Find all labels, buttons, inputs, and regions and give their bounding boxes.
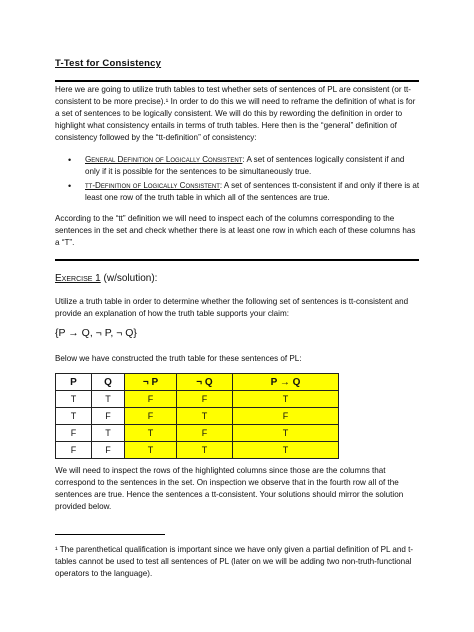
- table-cell: T: [92, 391, 125, 408]
- header-not-p: ¬ P: [125, 374, 177, 391]
- table-cell: F: [177, 391, 233, 408]
- footnote-divider: [55, 534, 165, 535]
- header-not-q: ¬ Q: [177, 374, 233, 391]
- table-cell: T: [233, 442, 339, 459]
- table-row: [56, 425, 339, 442]
- table-cell: T: [177, 442, 233, 459]
- table-cell: T: [56, 391, 92, 408]
- table-cell: F: [92, 442, 125, 459]
- table-cell: F: [56, 425, 92, 442]
- table-row: [56, 408, 339, 425]
- bullet-tt-definition: [68, 180, 420, 204]
- table-cell: T: [233, 425, 339, 442]
- bullet-general-definition: [68, 154, 420, 178]
- according-paragraph: According to the “tt” definition we will need to inspect each of the columns corresponding to the sentences in the set and check whether there is at least one row in which each of these columns has a “T”.: [55, 214, 416, 247]
- header-q: Q: [92, 374, 125, 391]
- bullet-dot-icon: •: [68, 181, 72, 191]
- table-cell: F: [177, 425, 233, 442]
- table-cell: T: [56, 408, 92, 425]
- intro-paragraph: Here we are going to utilize truth tables to test whether sets of sentences of PL are consistent (or tt-consistent to be more precise).¹ In order to do this we will need to reframe the definition of what is for a set of sentences to be logically consistent. We will do this by rewording the definition in order to highlight what consistency entails in terms of truth tables. Here then is the “general” definition of consistency followed by the “tt-definition” of consistency:: [55, 85, 416, 142]
- exercise-heading-label: Exercise 1: [55, 273, 101, 284]
- header-p: P: [56, 374, 92, 391]
- bullet-text: : A set of sentences tt-consistent if and only if there is at least one row of the truth table in which all of the sentences are true.: [85, 181, 420, 202]
- exercise-heading-suffix: (w/solution):: [100, 273, 158, 284]
- table-cell: F: [125, 391, 177, 408]
- sentence-set-formula: {P → Q, ¬ P, ¬ Q}: [55, 327, 137, 339]
- table-cell: T: [125, 425, 177, 442]
- title-divider: [55, 80, 419, 82]
- bullet-text: : A set of sentences logically consistent if and only if it is possible for the sentences to be simultaneously true.: [85, 155, 405, 176]
- bullet-dot-icon: •: [68, 155, 72, 165]
- table-intro: Below we have constructed the truth table for these sentences of PL:: [55, 354, 302, 363]
- table-cell: F: [92, 408, 125, 425]
- exercise-instructions: Utilize a truth table in order to determine whether the following set of sentences is tt-consistent and provide an explanation of how the truth table supports your claim:: [55, 297, 409, 318]
- table-cell: F: [233, 408, 339, 425]
- table-cell: F: [125, 408, 177, 425]
- footnote: ¹ The parenthetical qualification is important since we have only given a partial definition of PL and t-tables cannot be used to test all sentences of PL (later on we will be adding two non-truth-functional operators to the language).: [55, 545, 414, 578]
- conclusion-paragraph: We will need to inspect the rows of the highlighted columns since those are the columns that correspond to the sentences in the set. On inspection we observe that in the fourth row all of the sentences are true. Hence the sentences a tt-consistent. Your solutions should mirror the solution provided below.: [55, 466, 404, 511]
- table-cell: T: [125, 442, 177, 459]
- table-row: [56, 442, 339, 459]
- table-row: [56, 391, 339, 408]
- table-cell: T: [92, 425, 125, 442]
- table-cell: T: [233, 391, 339, 408]
- bullet-term: tt-Definition of Logically Consistent: [85, 181, 220, 190]
- truth-table-header-row: [56, 374, 339, 391]
- bullet-term: General Definition of Logically Consistent: [85, 155, 243, 164]
- header-p-implies-q: P → Q: [233, 374, 339, 391]
- table-cell: F: [56, 442, 92, 459]
- section-divider: [55, 259, 419, 261]
- page-title: T-Test for Consistency: [55, 58, 162, 69]
- table-cell: T: [177, 408, 233, 425]
- truth-table: [55, 373, 339, 459]
- exercise-heading: [55, 273, 157, 284]
